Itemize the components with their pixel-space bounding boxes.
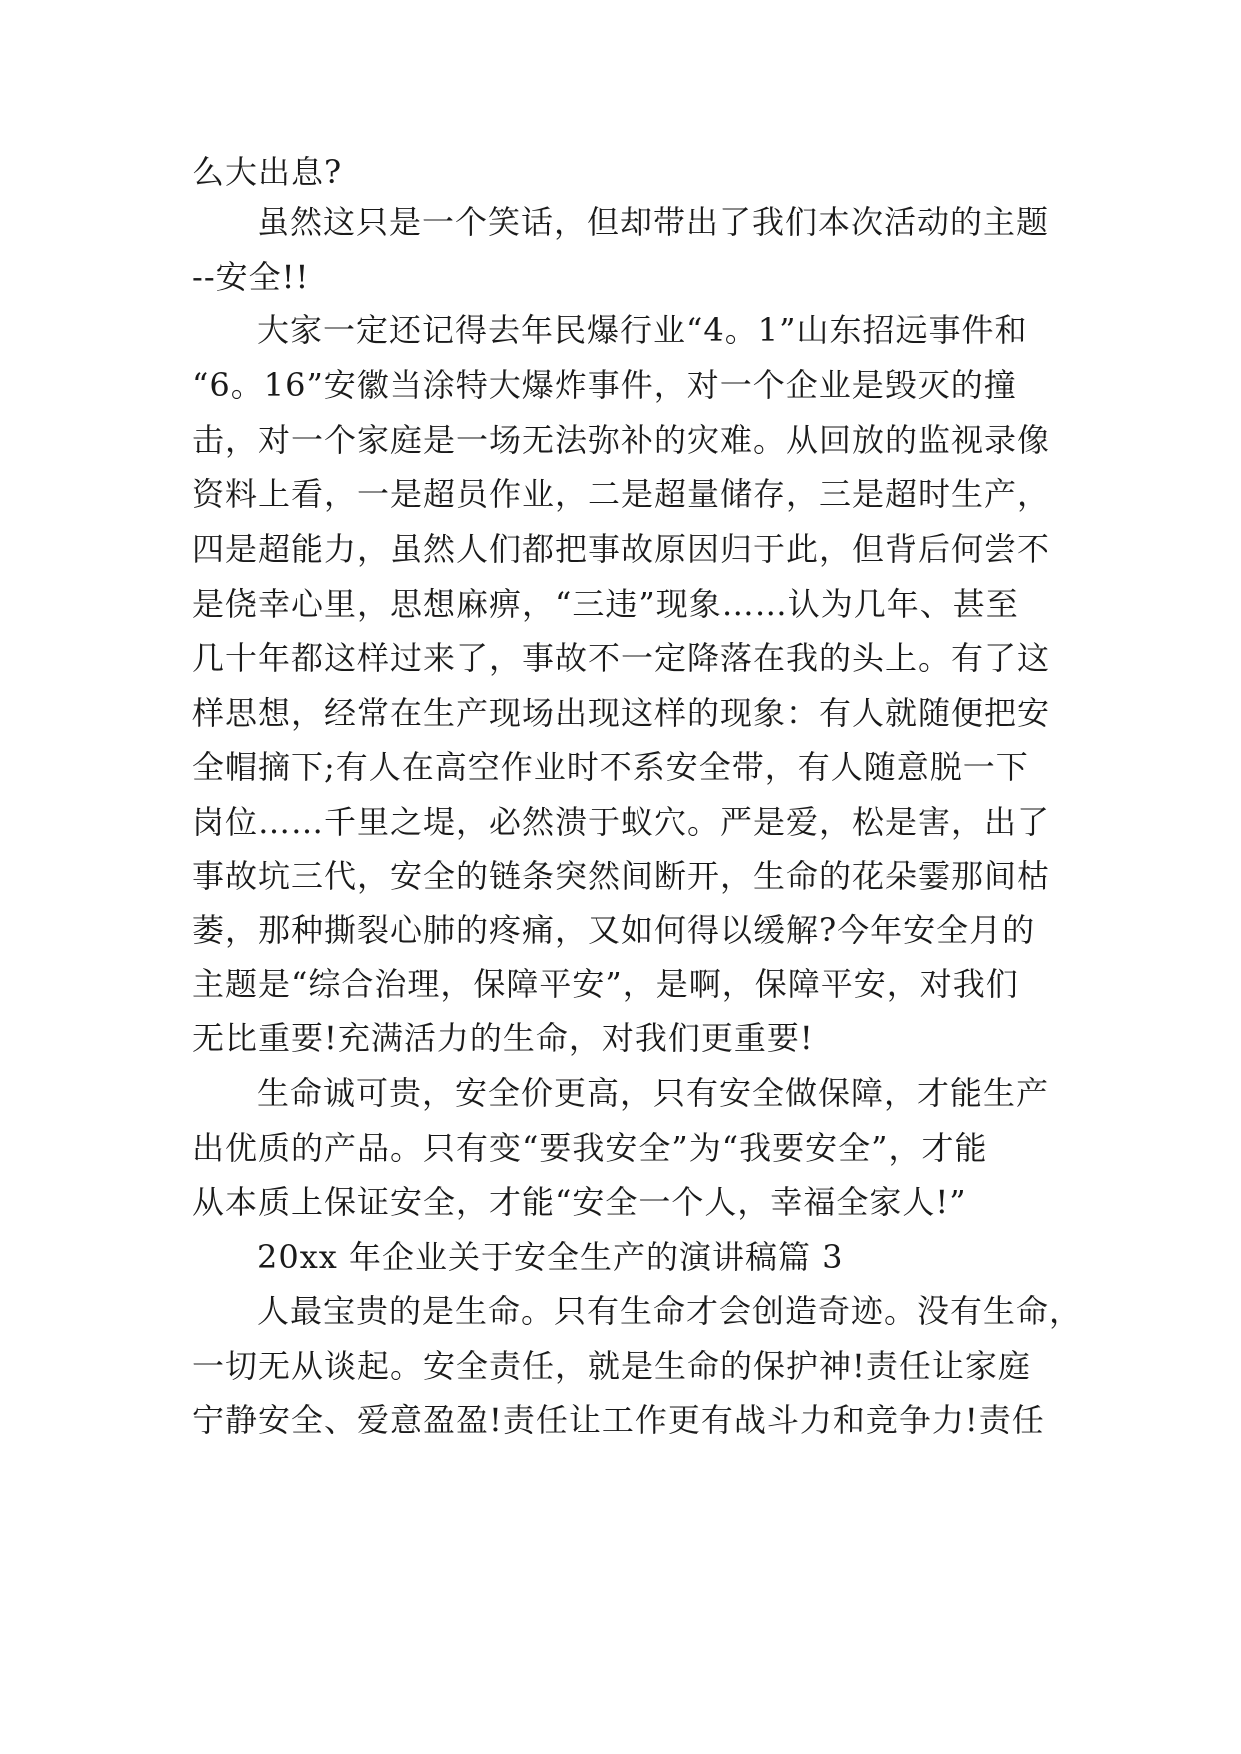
text-line: 一切无从谈起。安全责任，就是生命的保护神!责任让家庭 xyxy=(192,1347,1031,1385)
text-line: 四是超能力，虽然人们都把事故原因归于此，但背后何尝不 xyxy=(192,530,1051,568)
text-line: 无比重要!充满活力的生命，对我们更重要! xyxy=(192,1019,814,1057)
text-line: 样思想，经常在生产现场出现这样的现象：有人就随便把安 xyxy=(192,694,1051,732)
text-line: 全帽摘下;有人在高空作业时不系安全带，有人随意脱一下 xyxy=(192,748,1029,786)
text-line: 几十年都这样过来了，事故不一定降落在我的头上。有了这 xyxy=(192,639,1051,677)
text-line: “6。16”安徽当涂特大爆炸事件，对一个企业是毁灭的撞 xyxy=(192,366,1017,404)
text-line: 从本质上保证安全，才能“安全一个人，幸福全家人!” xyxy=(192,1183,967,1221)
text-line: 岗位……千里之堤，必然溃于蚁穴。严是爱，松是害，出了 xyxy=(192,803,1051,841)
paragraph-line: 大家一定还记得去年民爆行业“4。1”山东招远事件和 xyxy=(257,311,1028,349)
paragraph-line: 虽然这只是一个笑话，但却带出了我们本次活动的主题 xyxy=(257,203,1050,241)
text-line: 出优质的产品。只有变“要我安全”为“我要安全”，才能 xyxy=(192,1129,988,1167)
text-line: 事故坑三代，安全的链条突然间断开，生命的花朵霎那间枯 xyxy=(192,857,1051,895)
text-line: --安全!! xyxy=(192,258,310,296)
text-line: 宁静安全、爱意盈盈!责任让工作更有战斗力和竞争力!责任 xyxy=(192,1401,1045,1439)
text-line: 是侥幸心里，思想麻痹，“三违”现象……认为几年、甚至 xyxy=(192,585,1019,623)
text-line: 么大出息? xyxy=(192,153,343,191)
section-heading: 20xx 年企业关于安全生产的演讲稿篇 3 xyxy=(257,1238,844,1276)
paragraph-line: 生命诚可贵，安全价更高，只有安全做保障，才能生产 xyxy=(257,1074,1050,1112)
paragraph-line: 人最宝贵的是生命。只有生命才会创造奇迹。没有生命， xyxy=(257,1292,1083,1330)
text-line: 萎，那种撕裂心肺的疼痛，又如何得以缓解?今年安全月的 xyxy=(192,911,1036,949)
text-line: 击，对一个家庭是一场无法弥补的灾难。从回放的监视录像 xyxy=(192,421,1051,459)
text-line: 资料上看，一是超员作业，二是超量储存，三是超时生产， xyxy=(192,475,1051,513)
text-line: 主题是“综合治理，保障平安”，是啊，保障平安，对我们 xyxy=(192,965,1019,1003)
